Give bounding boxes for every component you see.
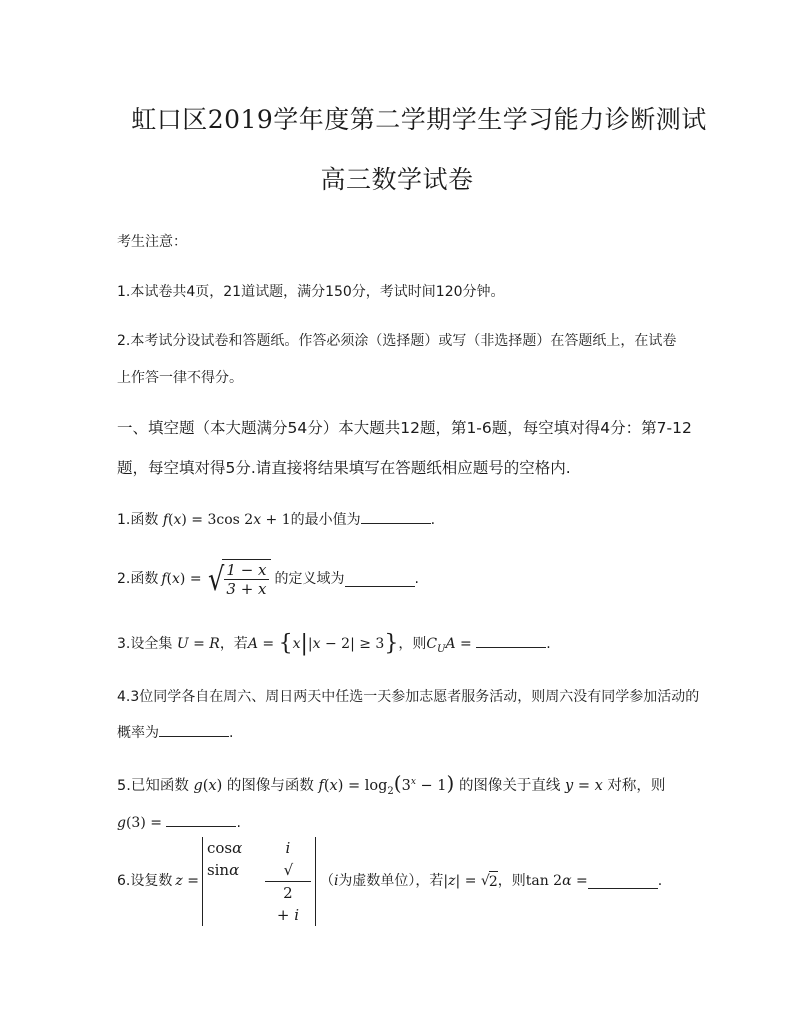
question-5-g3: g(3) =: [117, 815, 167, 831]
question-5-g: g(x): [193, 777, 223, 794]
question-3-mid-1: ，若: [219, 636, 248, 652]
question-3-set-a: A = {x||x − 2| ≥ 3}: [247, 631, 399, 656]
section-1-instructions-line-2: 题，每空填对得5分.请直接将结果填写在答题纸相应题号的空格内.: [117, 459, 571, 477]
determinant: cosα i sinα √ 2 + i: [202, 837, 316, 926]
question-5-line-1: [117, 772, 665, 802]
answer-blank-4[interactable]: [159, 722, 229, 737]
question-3-complement: $C_UA$ =: [426, 636, 477, 655]
question-6-i: i: [333, 873, 339, 889]
question-6-end: .: [657, 873, 663, 889]
notice-item-2-line-2: 上作答一律不得分。: [117, 370, 243, 386]
notice-heading: 考生注意：: [117, 234, 187, 250]
question-6: [117, 838, 663, 924]
question-2-suffix: 的定义域为: [274, 571, 345, 587]
question-3-universal-set: U = R: [176, 636, 220, 652]
answer-blank-3[interactable]: [476, 633, 546, 648]
question-6-z: z =: [175, 873, 199, 889]
section-1-instructions-line-1: 一、填空题（本大题满分54分）本大题共12题，第1-6题，每空填对得4分：第7-12: [117, 419, 692, 437]
question-3: [117, 633, 551, 660]
question-6-mid-1b: 为虚数单位），若: [338, 873, 444, 889]
question-5-end: .: [236, 815, 241, 831]
question-2-formula: f(x) = √ $\frac{1 - x}{3 + x}$: [161, 559, 270, 599]
question-1-end: .: [430, 512, 436, 528]
question-3-end: .: [546, 636, 551, 652]
question-1-formula: f(x) = 3cos 2x + 1: [162, 512, 291, 528]
question-6-mid-2: ，则: [497, 873, 526, 889]
question-5-f: $f(x) = \log_2(3^x - 1)$: [318, 770, 455, 797]
question-5-mid-1: 的图像与函数: [226, 777, 314, 794]
exam-subtitle: 高三数学试卷: [320, 165, 474, 194]
answer-blank-1[interactable]: [361, 509, 431, 524]
question-2-prefix: 2.函数: [117, 571, 159, 587]
answer-blank-6[interactable]: [588, 874, 658, 889]
question-5-prefix: 5.已知函数: [117, 777, 189, 794]
question-2-end: .: [414, 571, 419, 587]
question-5-line-2: [117, 812, 241, 833]
question-4-label: 概率为: [117, 725, 159, 741]
sqrt-sign: √ $\frac{1 - x}{3 + x}$: [206, 559, 271, 599]
question-6-prefix: 6.设复数: [117, 873, 173, 889]
question-1-suffix: 的最小值为: [290, 512, 361, 528]
question-1: [117, 509, 435, 530]
answer-blank-5[interactable]: [166, 812, 236, 827]
exam-title: 虹口区2019学年度第二学期学生学习能力诊断测试: [131, 105, 707, 134]
question-4-end: .: [229, 725, 234, 741]
question-1-prefix: 1.函数: [117, 512, 159, 528]
question-6-tan: tan 2α =: [525, 873, 588, 889]
question-6-modulus: |z| = √ 2: [443, 872, 498, 890]
question-5-mid-3: 对称，则: [607, 777, 666, 794]
question-5-mid-2: 的图像关于直线: [458, 777, 561, 794]
answer-blank-2[interactable]: [345, 572, 415, 587]
question-4-line-1: 4.3位同学各自在周六、周日两天中任选一天参加志愿者服务活动，则周六没有同学参加活动的: [117, 689, 700, 705]
notice-item-2-line-1: 2.本考试分设试卷和答题纸。作答必须涂（选择题）或写（非选择题）在答题纸上，在试卷: [117, 333, 677, 349]
question-2: [117, 556, 419, 602]
question-6-mid-1: （: [319, 873, 334, 889]
question-3-mid-2: ，则: [398, 636, 427, 652]
question-3-prefix: 3.设全集: [117, 636, 173, 652]
question-5-line: y = x: [565, 777, 603, 794]
question-4-line-2: [117, 722, 233, 743]
notice-item-1: 1.本试卷共4页，21道试题，满分150分，考试时间120分钟。: [117, 284, 505, 300]
